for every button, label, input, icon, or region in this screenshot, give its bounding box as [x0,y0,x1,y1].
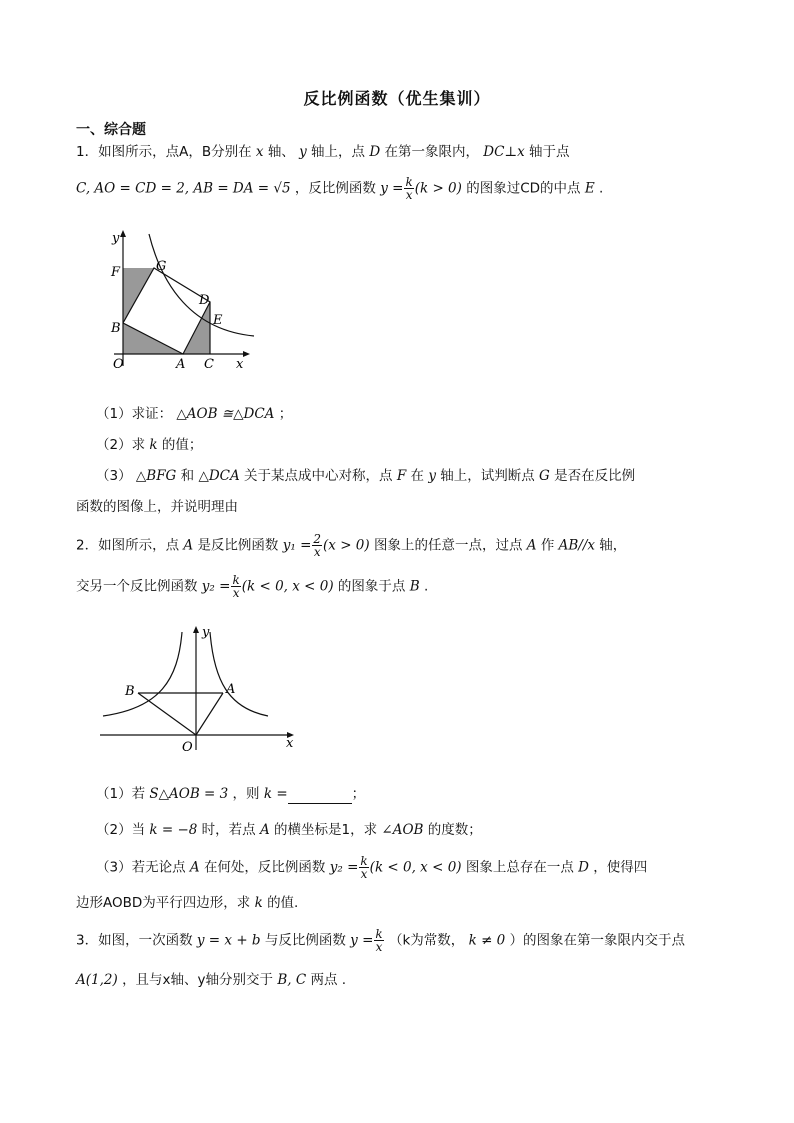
section-heading: 一、综合题 [76,122,146,138]
q1-figure [104,226,264,376]
q1-math: C, AO = CD = 2, AB = DA = [76,180,270,197]
q2-line-2 [76,574,428,599]
q2-text: 2．如图所示，点 [76,537,180,554]
hyperbola-left [103,632,182,716]
fig1-label: O [113,357,124,372]
fig1-label: C [204,357,214,372]
q1-text: （3） [96,468,132,484]
q1-math: △DCA [198,468,240,484]
q2-text: 图象上的任意一点，过点 [373,537,523,554]
q2-text: 图象上总存在一点 [465,859,574,876]
q1-math: E [584,180,595,197]
fig1-label: B [111,321,121,336]
q1-text: 在第一象限内， [384,144,479,160]
q2-text: （2）当 [96,822,146,838]
q1-text: ； [278,406,293,422]
q1-text: 的图象过CD的中点 [466,180,581,197]
q2-sub-2 [96,820,482,840]
q1-text: 关于某点成中心对称，点 [244,468,393,484]
q2-math: (k < 0, x < 0) [369,859,462,876]
y-arrow [193,626,199,633]
q2-text: 是反比例函数 [197,537,279,554]
q2-math: D [578,859,589,876]
q2-math: (x > 0) [323,537,370,554]
y-arrow [120,230,126,237]
q2-text: 的横坐标是1，求 [274,822,378,838]
q2-text: ，使得四 [593,859,648,876]
q2-figure [98,620,303,755]
q1-text: 轴于点 [529,144,570,160]
fraction: $\frac{k}{x}$ [405,175,413,202]
q1-text: 在 [410,468,425,484]
q3-text: 两点 . [310,972,347,988]
fraction: $\frac{k}{x}$ [375,927,383,954]
q1-text: 的值； [161,437,203,453]
q2-line-1 [76,533,626,558]
q1-math: △AOB ≅△DCA [176,406,275,422]
q2-text: 边形AOBD为平行四边形，求 [76,895,251,911]
q2-math: S△AOB = 3 [149,786,229,802]
q3-math: A(1,2) [76,972,118,988]
fig1-label: x [236,357,244,372]
q1-math: y = [380,180,404,197]
q1-text: 轴、 [267,144,295,160]
fraction: $\frac{k}{x}$ [360,854,368,881]
q2-text: 交另一个反比例函数 [76,578,198,595]
fig2-label: O [182,740,193,755]
q3-math: B, C [277,972,307,988]
q3-text: 3．如图，一次函数 [76,932,193,949]
q1-line-2 [76,176,603,201]
q3-line-2 [76,970,346,990]
q2-text: 的度数； [427,822,482,838]
fig2-label: y [202,625,210,640]
fraction: $\frac{2}{x}$ [313,532,322,559]
q2-math: ∠AOB [381,822,424,838]
q1-text: 轴上，试判断点 [440,468,535,484]
q2-math: y₁ = [282,537,312,554]
q2-math: k = [263,786,288,802]
q2-sub-1 [96,784,365,804]
q3-line-1 [76,928,685,953]
segment-ob [138,693,196,735]
q1-math: G [539,468,550,484]
q1-sub-3-cont: 函数的图像上，并说明理由 [76,499,238,515]
fig1-label: E [213,313,223,328]
q3-math: k ≠ 0 [468,932,506,949]
fraction: $\frac{k}{x}$ [232,573,240,600]
q2-math: y₂ = [329,859,359,876]
q3-text: （k为常数， [388,932,465,949]
q1-math: y [299,144,307,160]
q2-math: A [526,537,537,554]
q1-math: DC⊥x [483,144,525,160]
q2-text: 时，若点 [201,822,256,838]
fig1-label: F [111,265,121,280]
q2-math: (k < 0, x < 0) [241,578,334,595]
answer-blank[interactable] [288,789,352,804]
fig2-label: A [226,682,236,697]
x-arrow [243,351,250,357]
q1-math: y [428,468,436,484]
hyperbola-right [210,632,268,716]
q1-math: △BFG [135,468,177,484]
q2-text: 作 [540,537,555,554]
q2-sub-3 [96,855,647,880]
fig2-label: x [286,736,294,751]
q1-sub-3 [96,466,635,486]
page-title: 反比例函数（优生集训） [303,89,491,108]
q1-text: 1．如图所示，点A，B分别在 [76,144,252,160]
q2-math: B [409,578,420,595]
q2-math: k [254,895,263,911]
q3-text: ）的图象在第一象限内交于点 [509,932,686,949]
q2-text: 的图象于点 [337,578,406,595]
q1-math: F [396,468,407,484]
q1-text: 轴上，点 [311,144,366,160]
q2-text: （3）若无论点 [96,859,186,876]
segment-oa [196,693,223,735]
q2-math: A [259,822,270,838]
q3-math: y = x + b [196,932,261,949]
q2-math: A [183,537,194,554]
q2-text: . [423,578,429,595]
q2-math: k = −8 [149,822,198,838]
q1-text: ，反比例函数 [294,180,376,197]
q1-math: x [255,144,264,160]
q1-sub-1 [96,404,292,424]
fig1-label: D [199,293,210,308]
q1-text: （1）求证： [96,406,173,422]
q3-math: y = [350,932,374,949]
q2-math: AB//x [558,537,595,554]
q2-text: 的值. [267,895,299,911]
q1-math: √5 [273,180,291,197]
q1-text: （2）求 [96,437,146,453]
q2-text: ，则 [232,786,260,802]
q1-line-1 [76,142,570,162]
q1-text: 是否在反比例 [554,468,636,484]
q2-sub-3-cont [76,893,298,913]
q2-text: （1）若 [96,786,146,802]
q3-text: ，且与x轴、y轴分别交于 [122,972,274,988]
q1-text: . [599,180,604,197]
q1-text: 和 [180,468,195,484]
q1-sub-2 [96,435,202,455]
q2-math: A [189,859,200,876]
q3-text: 与反比例函数 [264,932,346,949]
q2-text: ； [351,786,366,802]
fig2-label: B [125,684,135,699]
fig1-label: G [156,259,167,274]
q2-text: 在何处，反比例函数 [203,859,326,876]
q2-math: y₂ = [201,578,231,595]
fig1-label: A [176,357,186,372]
q1-math: k [149,437,158,453]
q1-math: (k > 0) [414,180,462,197]
fig1-label: y [112,231,120,246]
q2-text: 轴， [599,537,627,554]
q1-math: D [369,144,381,160]
